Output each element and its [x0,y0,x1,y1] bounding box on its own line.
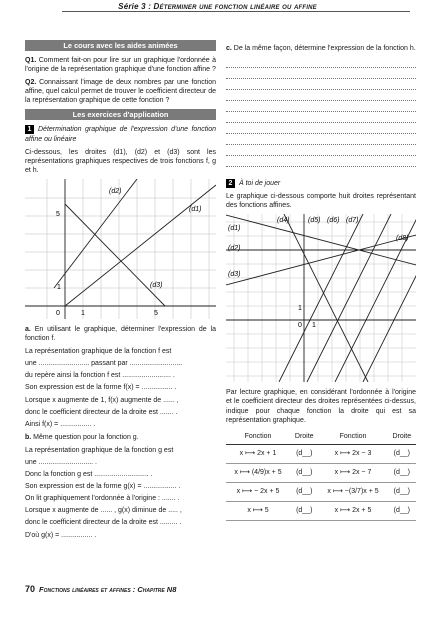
graph-1 [25,179,216,319]
question-c [226,44,416,53]
answer-line: donc le coefficient directeur de la droite est ....... . [25,408,178,416]
b-text: Même question pour la fonction g. [31,433,139,441]
banner-course: Le cours avec les aides animées [25,40,216,51]
line-answer-cell[interactable]: (d__) [290,501,318,520]
line-answer-cell[interactable]: (d__) [290,482,318,501]
answer-line: Lorsque x augmente de ...... , g(x) diminue de ..... , [25,507,182,515]
line-answer-cell[interactable]: (d__) [388,482,416,501]
functions-table [226,429,416,521]
graph1-label-d3: (d3) [150,281,163,289]
answer-line: La représentation graphique de la fonction f est [25,348,172,356]
dotted-line [226,156,416,167]
function-cell: x ⟼ − 2x + 5 [226,482,290,501]
header-rule [62,11,410,12]
graph2-label-d4: (d4) [277,217,290,225]
answer-line: donc le coefficient directeur de la droite est ......... . [25,519,182,527]
function-cell: x ⟼ 5 [226,501,290,520]
function-cell: x ⟼ 2x + 1 [226,444,290,463]
answer-line: Ainsi f(x) = ................ . [25,420,96,428]
line-answer-cell[interactable]: (d__) [388,463,416,482]
dotted-line [226,79,416,90]
dotted-line [226,145,416,156]
graph2-label-d6: (d6) [327,217,340,225]
line-answer-cell[interactable]: (d__) [290,463,318,482]
dotted-line [226,57,416,68]
graph2-label-d2: (d2) [228,245,241,253]
q2-text: Connaissant l'image de deux nombres par une fonction affine, quel calcul permet de trouver le coefficient directeur de la représentation graphique de cette fonction ? [25,79,216,105]
graph1-label-0: 0 [56,309,60,317]
page-footer [25,584,176,596]
answer-line: du repère ainsi la fonction f est ......................... . [25,372,175,380]
graph2-label-d5: (d5) [308,217,321,225]
page-number: 70 [25,584,36,594]
exercise-1-intro: Ci-dessous, les droites (d1), (d2) et (d3) sont les représentations graphiques respectives de trois fonctions f, g et h. [25,148,216,174]
answer-line: Donc la fonction g est ............................ . [25,471,153,479]
dotted-line [226,112,416,123]
footer-text: Fonctions linéaires et affines : Chapitre N8 [39,585,177,594]
answer-line: Son expression est de la forme g(x) = ................. . [25,483,181,491]
exercise-1-number: 1 [25,125,34,134]
graph2-label-d7: (d7) [346,217,359,225]
left-column [25,40,216,543]
graph1-label-1x: 1 [81,309,85,317]
table-row [226,501,416,520]
graph1-label-1y: 1 [57,283,61,291]
function-cell: x ⟼ 2x + 5 [318,501,387,520]
answer-line: Son expression est de la forme f(x) = ................ . [25,384,177,392]
answer-line: On lit graphiquement l'ordonnée à l'origine : ....... . [25,495,180,503]
question-1 [25,56,216,74]
dotted-line [226,101,416,112]
graph1-label-5y: 5 [56,210,60,218]
function-cell: x ⟼ (4/9)x + 5 [226,463,290,482]
right-column [226,40,416,521]
answer-line: D'où g(x) = ................ . [25,531,97,539]
dotted-line [226,123,416,134]
exercise-2-number: 2 [226,179,235,188]
question-b [25,433,216,442]
function-cell: x ⟼ 2x − 7 [318,463,387,482]
function-cell: x ⟼ −(3/7)x + 5 [318,482,387,501]
c-text: De la même façon, détermine l'expression de la fonction h. [231,45,416,52]
exercise-2-title [226,179,416,188]
b-label: b. [25,433,32,441]
c-label: c. [226,45,232,52]
table-row [226,444,416,463]
line-answer-cell[interactable]: (d__) [388,444,416,463]
header-title: Déterminer une fonction linéaire ou affine [153,2,317,11]
exercise-2-instructions: Par lecture graphique, en considérant l'ordonnée à l'origine et le coefficient directeur des droites représentées ci-dessus, indique pour chaque fonction la droite qui est sa représentation graphique. [226,389,416,424]
a-label: a. [25,325,31,333]
answer-block-b [25,446,216,540]
line-d4 [226,215,416,265]
exercise-1-title-text: Détermination graphique de l'expression d'une fonction affine ou linéaire [25,126,216,143]
line-answer-cell[interactable]: (d__) [290,444,318,463]
q2-label: Q2. [25,79,37,87]
question-a [25,325,216,343]
answer-line: La représentation graphique de la fonction g est [25,446,174,454]
table-header: Droite [290,429,318,445]
function-cell: x ⟼ 2x − 3 [318,444,387,463]
line-d2 [54,179,137,288]
table-row [226,463,416,482]
banner-exercises: Les exercices d'application [25,109,216,120]
table-header-row [226,429,416,445]
table-row [226,482,416,501]
graph1-label-d2: (d2) [109,187,122,195]
graph2-label-1y: 1 [298,305,302,313]
answer-lines-c [226,57,416,167]
line-d3 [284,214,368,382]
dotted-line [226,134,416,145]
question-2 [25,78,216,105]
graph2-label-0: 0 [298,322,302,330]
table-header: Droite [388,429,416,445]
line-d8 [279,214,363,382]
exercise-2-intro: Le graphique ci-dessous comporte huit droites représentant des fonctions affines. [226,193,416,210]
q1-text: Comment fait-on pour lire sur un graphique l'ordonnée à l'origine de la représentation graphique d'une fonction affine ? [25,57,216,74]
answer-line: une ............................ . [25,458,97,466]
exercise-1-title [25,125,216,143]
line-d3 [65,204,165,306]
dotted-line [226,90,416,101]
exercise-2-title-text: À toi de jouer [239,180,281,188]
answer-line: Lorsque x augmente de 1, f(x) augmente de ...... , [25,396,179,404]
graph2-label-d1: (d1) [228,225,241,233]
graph1-label-d1: (d1) [189,205,202,213]
graph1-label-5x: 5 [154,309,158,317]
graph-2 [226,214,416,382]
q1-label: Q1. [25,57,37,64]
header-prefix: Série 3 : [118,2,154,11]
graph2-label-d8: (d8) [396,235,409,243]
answer-line: une .......................... passant par ........................... [25,360,183,368]
table-header: Fonction [226,429,290,445]
table-header: Fonction [318,429,387,445]
a-text: En utilisant le graphique, déterminer l'expression de la fonction f. [25,325,216,343]
dotted-line [226,68,416,79]
line-answer-cell[interactable]: (d__) [388,501,416,520]
graph2-label-d3: (d3) [228,271,241,279]
graph2-label-1x: 1 [312,322,316,330]
answer-block-a [25,347,216,429]
